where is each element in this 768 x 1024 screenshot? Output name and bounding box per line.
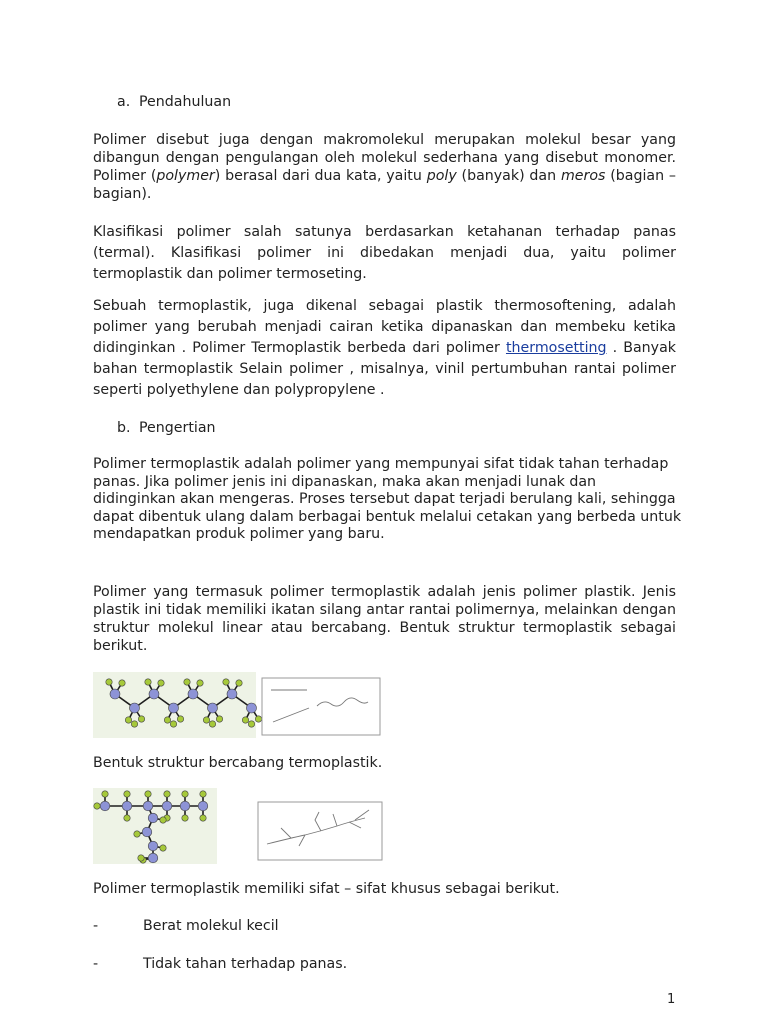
side-atom xyxy=(124,815,130,821)
side-atom xyxy=(160,817,166,823)
backbone-atom xyxy=(100,801,110,811)
side-atom xyxy=(242,717,248,723)
backbone-atom xyxy=(180,801,190,811)
backbone-atom xyxy=(208,703,218,713)
paragraph-intro xyxy=(93,131,676,203)
side-atom xyxy=(164,717,170,723)
text-run: (bagian – bagian). xyxy=(93,168,677,202)
side-atom xyxy=(203,717,209,723)
side-atom xyxy=(160,845,166,851)
linear-structure-figure xyxy=(93,672,383,738)
backbone-atom xyxy=(142,827,152,837)
side-atom xyxy=(209,721,215,727)
backbone-atom xyxy=(148,813,158,823)
backbone-atom xyxy=(122,801,132,811)
branched-structure-figure xyxy=(93,788,385,864)
backbone-atom xyxy=(148,841,158,851)
side-atom xyxy=(182,791,188,797)
section-title: Pengertian xyxy=(139,420,216,436)
linear-molecule-model xyxy=(93,672,262,738)
bullet-text: Berat molekul kecil xyxy=(143,918,279,934)
bullet-dash: - xyxy=(93,918,99,934)
backbone-atom xyxy=(188,689,198,699)
side-atom xyxy=(119,680,125,686)
branched-caption: Bentuk struktur bercabang termoplastik. xyxy=(93,755,383,771)
side-atom xyxy=(184,679,190,685)
paragraph-classification: Klasifikasi polimer salah satunya berdasarkan ketahanan terhadap panas (termal). Klasifikasi polimer ini dibedakan menjadi dua, yaitu polimer termoplastik dan polimer termoseting. xyxy=(93,224,676,282)
italic-term: meros xyxy=(560,168,606,184)
section-marker: b. xyxy=(117,420,131,436)
paragraph-definition: Polimer termoplastik adalah polimer yang mempunyai sifat tidak tahan terhadap panas. Jika polimer jenis ini dipanaskan, maka akan menjadi lunak dan didinginkan akan mengeras. Proses tersebut dapat terjadi berulang kali, sehingga dapat dibentuk ulang dalam berbagai bentuk melalui cetakan yang berbeda untuk mendapatkan produk polimer yang baru. xyxy=(93,456,682,543)
text-run: ) berasal dari dua kata, yaitu xyxy=(214,168,427,184)
paragraph-thermoplastic xyxy=(93,296,676,401)
backbone-atom xyxy=(143,801,153,811)
bullet-text: Tidak tahan terhadap panas. xyxy=(143,956,348,972)
bullet-dash: - xyxy=(93,956,99,972)
backbone-atom xyxy=(247,703,257,713)
side-atom xyxy=(134,831,140,837)
side-atom xyxy=(106,679,112,685)
italic-term: poly xyxy=(426,168,457,184)
section-heading-b xyxy=(117,419,216,437)
backbone-atom xyxy=(198,801,208,811)
side-atom xyxy=(145,679,151,685)
side-atom xyxy=(131,721,137,727)
side-atom xyxy=(138,855,144,861)
side-atom xyxy=(124,791,130,797)
side-atom xyxy=(197,680,203,686)
paragraph-structure: Polimer yang termasuk polimer termoplastik adalah jenis polimer plastik. Jenis plastik ini tidak memiliki ikatan silang antar rantai polimernya, melainkan dengan struktur molekul linear atau bercabang. Bentuk struktur termoplastik sebagai berikut. xyxy=(93,584,676,654)
schematic-frame xyxy=(262,678,380,735)
side-atom xyxy=(200,791,206,797)
side-atom xyxy=(223,679,229,685)
list-item xyxy=(93,917,279,935)
list-item xyxy=(93,955,347,973)
side-atom xyxy=(164,791,170,797)
side-atom xyxy=(94,803,100,809)
section-heading-a xyxy=(117,93,231,111)
side-atom xyxy=(182,815,188,821)
branched-schematic-box xyxy=(258,802,382,860)
side-atom xyxy=(236,680,242,686)
backbone-atom xyxy=(169,703,179,713)
text-run: (banyak) dan xyxy=(456,168,561,184)
side-atom xyxy=(255,716,261,722)
side-atom xyxy=(200,815,206,821)
side-atom xyxy=(177,716,183,722)
backbone-atom xyxy=(148,853,158,863)
section-marker: a. xyxy=(117,94,131,110)
side-atom xyxy=(248,721,254,727)
molecule-background xyxy=(93,788,217,864)
side-atom xyxy=(216,716,222,722)
text-run: . Banyak bahan termoplastik Selain polimer , misalnya, vinil pertumbuhan rantai polimer seperti polyethylene dan polypropylene . xyxy=(93,340,676,398)
text-run: Polimer disebut juga dengan makromolekul merupakan molekul besar yang dibangun dengan pengulangan oleh molekul sederhana yang disebut monomer. Polimer ( xyxy=(93,132,676,184)
backbone-atom xyxy=(227,689,237,699)
side-atom xyxy=(145,791,151,797)
backbone-atom xyxy=(149,689,159,699)
thermosetting-link[interactable]: thermosetting xyxy=(505,340,607,356)
side-atom xyxy=(158,680,164,686)
side-atom xyxy=(102,791,108,797)
side-atom xyxy=(170,721,176,727)
backbone-atom xyxy=(110,689,120,699)
side-atom xyxy=(138,716,144,722)
italic-term: polymer xyxy=(156,168,215,184)
backbone-atom xyxy=(130,703,140,713)
paragraph-properties: Polimer termoplastik memiliki sifat – sifat khusus sebagai berikut. xyxy=(93,881,560,897)
linear-schematic-box xyxy=(262,678,380,735)
branched-molecule-model xyxy=(93,788,217,864)
backbone-atom xyxy=(162,801,172,811)
page-number: 1 xyxy=(667,992,676,1007)
text-run: Sebuah termoplastik, juga dikenal sebagai plastik thermosoftening, adalah polimer yang berubah menjadi cairan ketika dipanaskan dan membeku ketika didinginkan . Polimer Termoplastik berbeda dari polimer xyxy=(93,298,676,356)
side-atom xyxy=(125,717,131,723)
section-title: Pendahuluan xyxy=(139,94,232,110)
